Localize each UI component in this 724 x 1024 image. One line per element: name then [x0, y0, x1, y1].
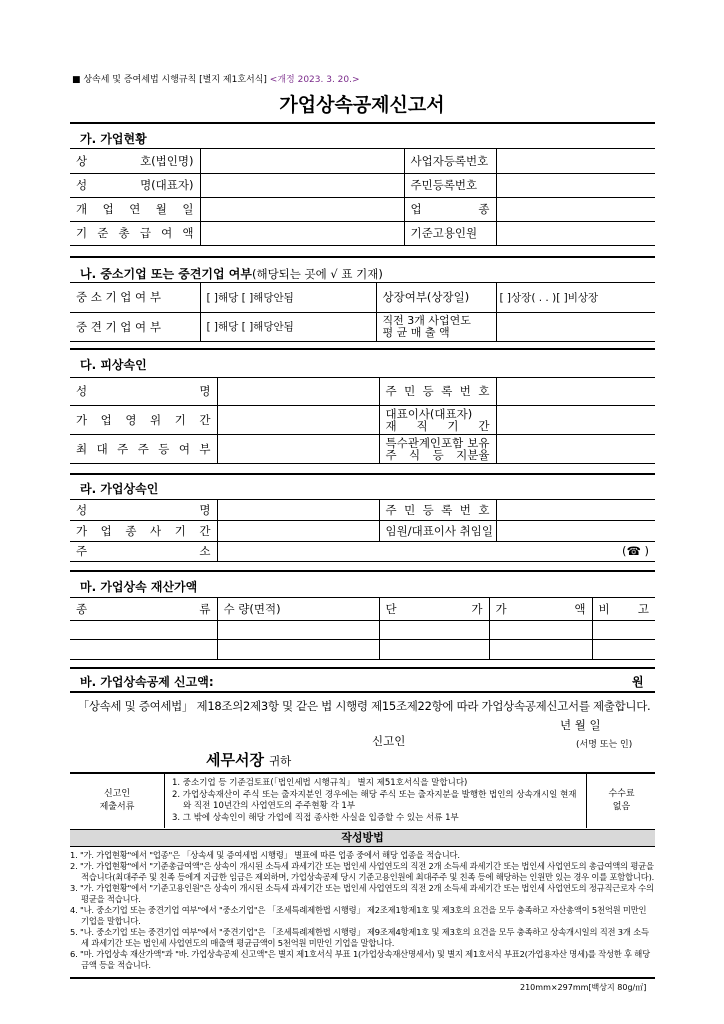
declaration-statement: 「상속세 및 증여세법」 제18조의2제3항 및 같은 법 시행령 제15조제22항에 따라 가업상속공제신고서를 제출합니다. [77, 699, 651, 713]
address-label: 주 소 [70, 541, 217, 561]
asset-cell[interactable] [379, 639, 489, 659]
document-item: 3. 그 밖에 상속인이 해당 가업에 직접 종사한 사실을 입증할 수 있는 서류 1부 [172, 812, 459, 823]
form-title: 가업상속공제신고서 [279, 94, 445, 116]
opening-date-field[interactable] [200, 197, 404, 221]
recipient-suffix: 귀하 [269, 754, 292, 768]
reporter-label: 신고인 [372, 734, 406, 748]
signature-note[interactable]: (서명 또는 인) [576, 740, 633, 750]
base-employees-label: 기준고용인원 [404, 221, 496, 245]
documents-list [172, 778, 584, 824]
fee-box [586, 774, 656, 828]
asset-row [70, 620, 655, 639]
asset-row [70, 639, 655, 659]
share-ratio-label [379, 434, 496, 463]
sme-label: 중 소 기 업 여 부 [70, 283, 200, 312]
amount-unit: 원 [632, 675, 644, 689]
document-item: 1. 중소기업 등 기준검토표(「법인세법 시행규칙」 별지 제51호서식을 말합니다) [172, 778, 468, 788]
section-b-title-text: 나. 중소기업 또는 중견기업 여부 [80, 267, 252, 281]
share-ratio-label-2: 주 식 등 지분율 [385, 447, 490, 462]
asset-cell[interactable] [489, 639, 592, 659]
industry-label: 업 종 [404, 197, 496, 221]
tax-office: 세무서장 [206, 751, 264, 769]
ceo-tenure-label-2: 재 직 기 간 [385, 418, 490, 433]
decedent-name-label: 성 명 [70, 378, 217, 405]
heir-name-field[interactable] [217, 500, 379, 520]
instruction-item: 5. "나. 중소기업 또는 중견기업 여부"에서 "중견기업"은 「조세특례제한법 시행령」 제9조제4항제1호 및 제3호의 요건을 모두 충족하고 상속개시일의 직전 3개 소득세 과세기간 또는 법인세 사업연도의 매출액 평균금액이 5천억원 미만인 기업을 말합니다. [70, 927, 649, 948]
asset-type-header: 종 류 [70, 598, 217, 620]
ceo-tenure-label [379, 405, 496, 434]
avg-sales-label-2: 평 균 매 출 액 [382, 325, 450, 339]
opening-date-label: 개 업 연 월 일 [70, 197, 200, 221]
asset-cell[interactable] [379, 620, 489, 639]
asset-cell[interactable] [592, 639, 655, 659]
law-reference [72, 72, 360, 85]
share-ratio-field[interactable] [496, 434, 655, 463]
asset-cell[interactable] [217, 639, 379, 659]
business-reg-number-label: 사업자등록번호 [404, 149, 496, 173]
avg-sales-field[interactable] [496, 312, 655, 341]
asset-cell[interactable] [592, 620, 655, 639]
asset-cell[interactable] [70, 639, 217, 659]
representative-name-label: 성 명(대표자) [70, 173, 200, 197]
section-f-title: 바. 가업상속공제 신고액: [80, 675, 214, 689]
trade-name-label: 상 호(법인명) [70, 149, 200, 173]
heir-name-label: 성 명 [70, 500, 217, 520]
instruction-item: 3. "가. 가업현황"에서 "기준고용인원"은 상속이 개시된 소득세 과세기간 또는 법인세 사업연도의 직전 2개 소득세 과세기간 또는 법인세 사업연도의 정규직근로자 수의 평균을 적습니다. [70, 883, 654, 904]
business-reg-number-field[interactable] [496, 149, 655, 173]
asset-cell[interactable] [70, 620, 217, 639]
appointment-date-label: 임원/대표이사 취임일 [379, 520, 496, 541]
sme-checkbox-group[interactable]: [ ]해당 [ ]해당안됨 [200, 283, 376, 312]
document-item: 2. 가업상속재산이 주식 또는 출자지분인 경우에는 해당 주식 또는 출자지분을 발행한 법인의 상속개시일 현재와 직전 10년간의 사업연도의 주주현황 각 1부 [172, 789, 577, 811]
instruction-item: 2. "가. 가업현황"에서 "기준총급여액"은 상속이 개시된 소득세 과세기간 또는 법인세 사업연도의 직전 2개 소득세 과세기간 또는 법인세 사업연도의 총급여액의 평균을 적습니다(최대주주 및 친족 등에게 지급한 임금은 제외하며, 가업상속공제 당시 기준고용인원에 최대주주 및 친족 등에 해당하는 인원만 있는 경우 이를 포함합니다). [70, 861, 655, 882]
listing-status-checkbox-group[interactable]: [ ]상장( . . )[ ]비상장 [496, 283, 655, 312]
section-b-table [70, 283, 655, 342]
section-c-title: 다. 피상속인 [80, 358, 147, 372]
heir-resident-number-field[interactable] [496, 500, 655, 520]
instruction-item: 6. "마. 가업상속 재산가액"과 "바. 가업상속공제 신고액"은 별지 제1호서식 부표 1(가업상속재산명세서) 및 별지 제1호서식 부표2(가업용자산 명세)를 작성한 후 해당 금액 등을 적습니다. [70, 949, 650, 970]
instruction-item: 4. "나. 중소기업 또는 중견기업 여부"에서 "중소기업"은 「조세특례제한법 시행령」 제2조제1항제1호 및 제3호의 요건을 모두 충족하고 자산총액이 5천억원 미만인 기업을 말합니다. [70, 905, 647, 926]
documents-label: 신고인 제출서류 [70, 774, 165, 828]
resident-number-label: 주민등록번호 [404, 173, 496, 197]
business-engagement-period-label: 가 업 종 사 기 간 [70, 520, 217, 541]
ceo-tenure-label-1: 대표이사(대표자) [385, 406, 473, 421]
address-field[interactable] [217, 541, 655, 561]
unit-price-header: 단 가 [379, 598, 489, 620]
section-e-title: 마. 가업상속 재산가액 [80, 580, 198, 594]
largest-shareholder-label: 최 대 주 주 등 여 부 [70, 434, 217, 463]
midsize-label: 중 견 기 업 여 부 [70, 312, 200, 341]
instructions-list [70, 850, 655, 971]
instruction-item: 1. "가. 가업현황"에서 "업종"은 「상속세 및 증여세법 시행령」 별표에 따른 업종 중에서 해당 업종을 적습니다. [70, 850, 460, 860]
appointment-date-field[interactable] [496, 520, 655, 541]
avg-sales-label [376, 312, 496, 341]
section-b-note: (해당되는 곳에 √ 표 기재) [251, 267, 383, 281]
fee-label: 수수료 [608, 789, 635, 799]
business-engagement-period-field[interactable] [217, 520, 379, 541]
base-total-salary-field[interactable] [200, 221, 404, 245]
phone-field[interactable]: (☎ ) [622, 544, 649, 558]
value-header: 가 액 [489, 598, 592, 620]
midsize-checkbox-group[interactable]: [ ]해당 [ ]해당안됨 [200, 312, 376, 341]
ceo-tenure-field[interactable] [496, 405, 655, 434]
fee-value: 없음 [612, 802, 631, 812]
date-line[interactable]: 년 월 일 [560, 718, 601, 732]
section-c-table [70, 378, 655, 464]
listing-status-label: 상장여부(상장일) [376, 283, 496, 312]
law-reference-text: ■ 상속세 및 증여세법 시행규칙 [별지 제1호서식] [72, 75, 267, 85]
resident-number-field[interactable] [496, 173, 655, 197]
share-ratio-label-1: 특수관계인포함 보유 [385, 435, 490, 450]
section-d-table [70, 500, 655, 562]
asset-cell[interactable] [489, 620, 592, 639]
decedent-name-field[interactable] [217, 378, 379, 405]
business-operation-period-label: 가 업 영 위 기 간 [70, 405, 217, 434]
quantity-header: 수 량(면적) [217, 598, 379, 620]
heir-resident-number-label: 주 민 등 록 번 호 [379, 500, 496, 520]
remarks-header: 비 고 [592, 598, 655, 620]
section-e-table [70, 598, 655, 660]
avg-sales-label-1: 직전 3개 사업연도 [382, 313, 471, 327]
section-a-table [70, 149, 655, 246]
instructions-title: 작성방법 [70, 830, 655, 847]
base-employees-field[interactable] [496, 221, 655, 245]
revision-note: <개정 2023. 3. 20.> [269, 75, 360, 85]
trade-name-field[interactable] [200, 149, 404, 173]
recipient [206, 749, 291, 770]
paper-spec: 210mm×297mm[백상지 80g/㎡] [520, 983, 647, 992]
asset-cell[interactable] [217, 620, 379, 639]
business-operation-period-field[interactable] [217, 405, 379, 434]
decedent-resident-number-label: 주 민 등 록 번 호 [379, 378, 496, 405]
section-a-title: 가. 가업현황 [80, 132, 147, 146]
decedent-resident-number-field[interactable] [496, 378, 655, 405]
section-d-title: 라. 가업상속인 [80, 482, 159, 496]
industry-field[interactable] [496, 197, 655, 221]
base-total-salary-label: 기 준 총 급 여 액 [70, 221, 200, 245]
representative-name-field[interactable] [200, 173, 404, 197]
section-b-title [80, 263, 383, 282]
largest-shareholder-field[interactable] [217, 434, 379, 463]
